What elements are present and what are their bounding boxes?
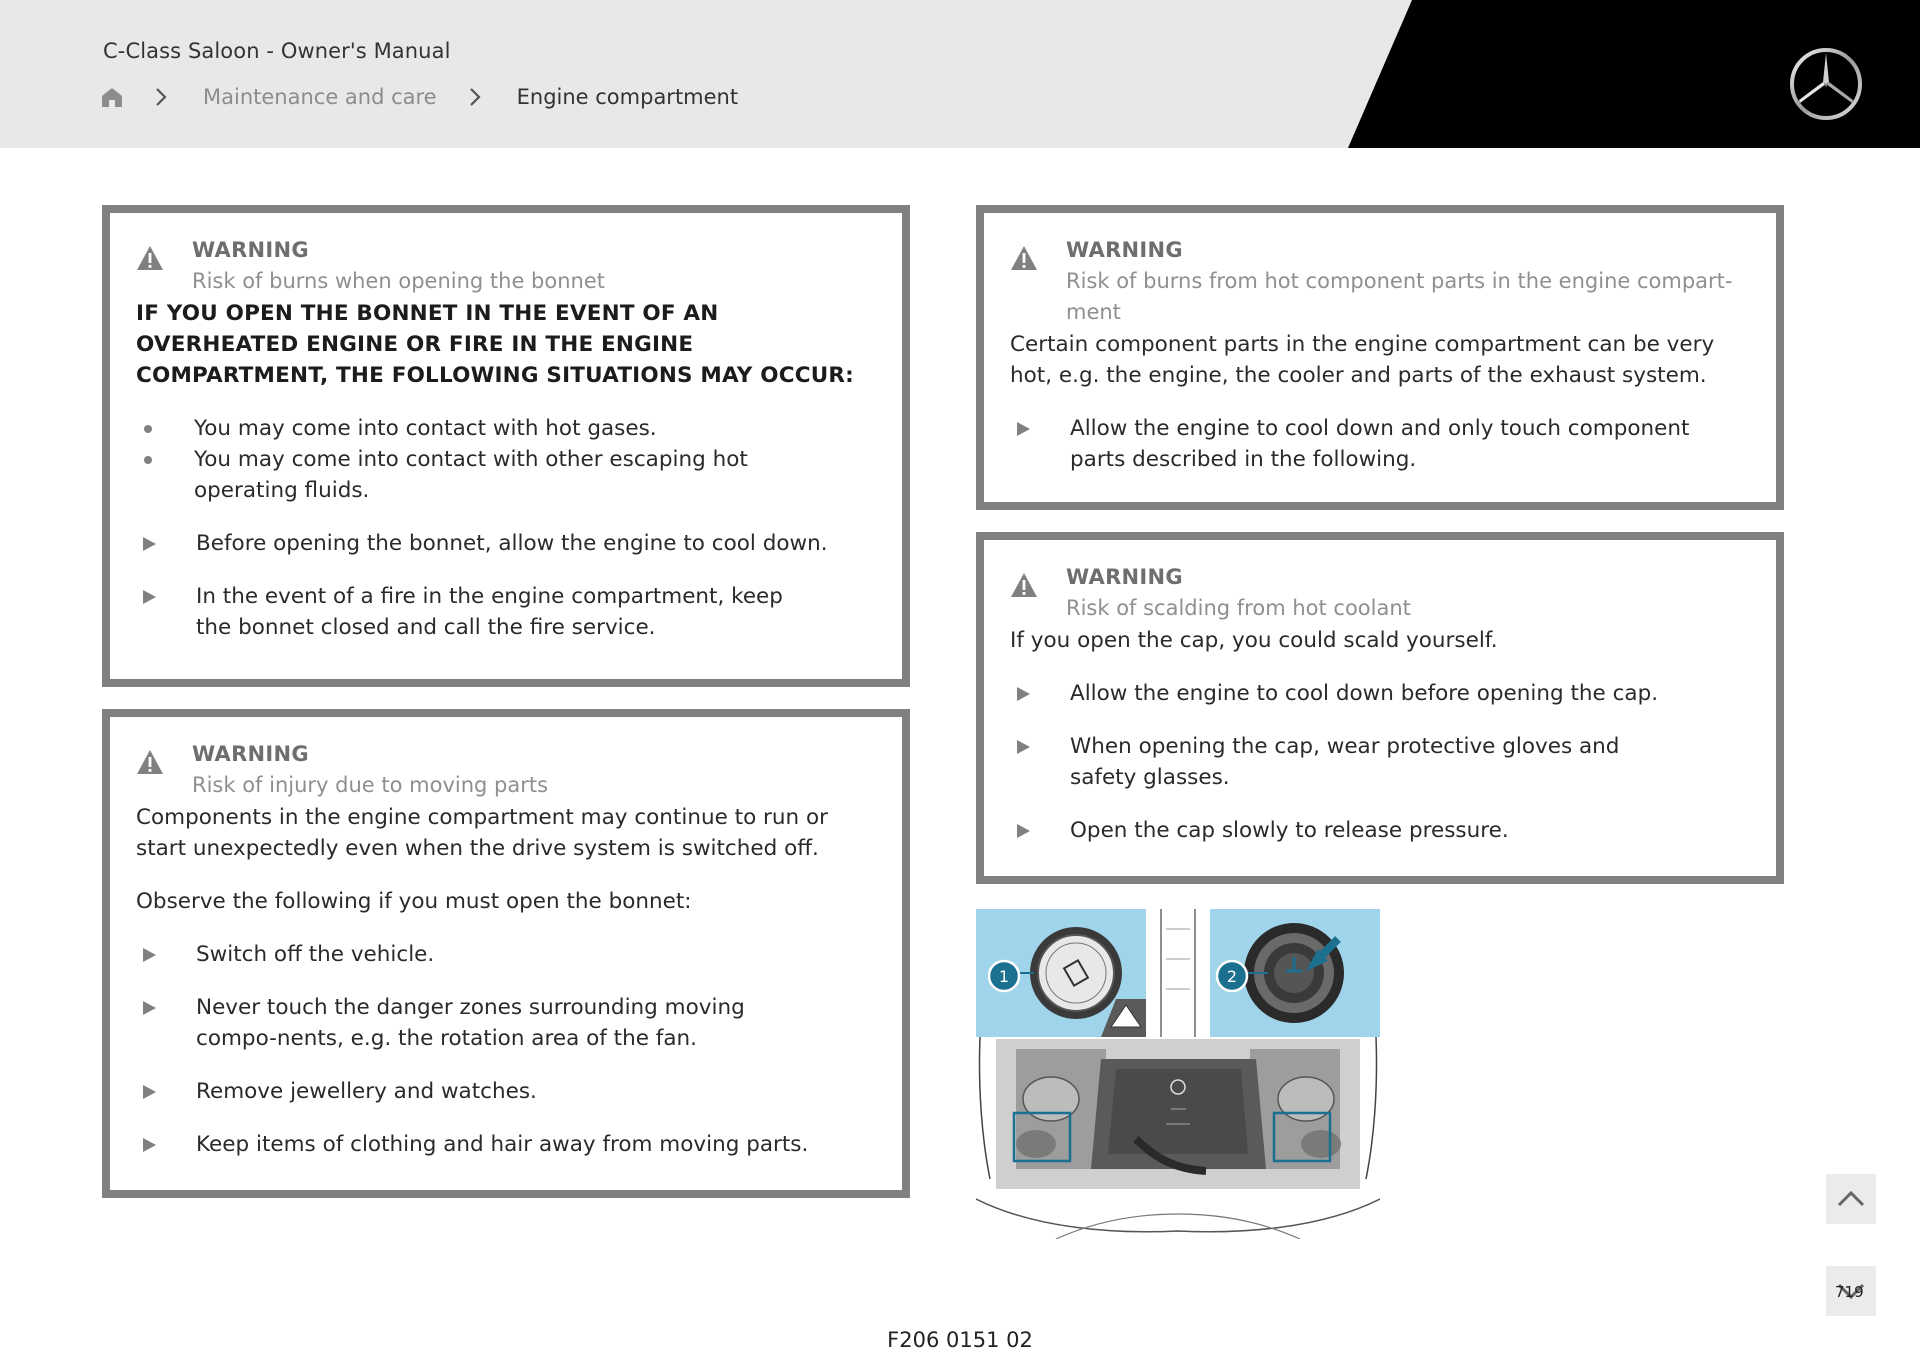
warning-text: If you open the cap, you could scald yourself.	[1010, 628, 1498, 653]
bullet-dot-icon	[144, 456, 152, 464]
warning-text: Certain component parts in the engine compartment can be very hot, e.g. the engine, the cooler and parts of the exhaust system.	[1010, 332, 1715, 388]
svg-text:2: 2	[1226, 967, 1238, 986]
breadcrumb-current: Engine compartment	[516, 85, 739, 109]
chevron-up-icon	[1826, 1174, 1876, 1224]
mercedes-star-logo	[1788, 46, 1864, 122]
step-item: Allow the engine to cool down and only touch component parts described in the following.	[1010, 413, 1748, 475]
warning-header	[1010, 235, 1748, 328]
warning-text: Components in the engine compartment may continue to run or start unexpectedly even when the drive system is switched off.	[136, 805, 828, 861]
warning-header	[136, 235, 874, 297]
bullet-item: You may come into contact with hot gases.	[136, 413, 874, 444]
step-item: In the event of a fire in the engine compartment, keep the bonnet closed and call the fire service.	[136, 581, 874, 643]
warning-box-hot-components	[976, 205, 1784, 510]
chevron-right-icon	[155, 87, 167, 107]
page-number: 719	[1835, 1283, 1864, 1301]
step-item: Keep items of clothing and hair away from moving parts.	[136, 1129, 874, 1160]
step-item: Allow the engine to cool down before opening the cap.	[1010, 678, 1748, 709]
triangle-right-icon	[1017, 422, 1030, 436]
triangle-right-icon	[143, 1138, 156, 1152]
step-item: Switch off the vehicle.	[136, 939, 874, 970]
document-title: C-Class Saloon - Owner's Manual	[103, 39, 451, 63]
warning-subtitle: Risk of injury due to moving parts	[192, 773, 549, 797]
breadcrumb-maintenance[interactable]: Maintenance and care	[203, 85, 437, 109]
callout-2	[1217, 961, 1247, 991]
triangle-right-icon	[143, 1001, 156, 1015]
warning-box-hot-coolant	[976, 532, 1784, 884]
footer-code: F206 0151 02	[887, 1328, 1033, 1352]
warning-box-moving-parts	[102, 709, 910, 1198]
header	[0, 0, 1920, 148]
triangle-right-icon	[143, 1085, 156, 1099]
warning-label: WARNING	[1066, 238, 1183, 262]
triangle-right-icon	[143, 948, 156, 962]
step-item: Open the cap slowly to release pressure.	[1010, 815, 1748, 846]
warning-label: WARNING	[1066, 565, 1183, 589]
svg-text:1: 1	[998, 967, 1010, 986]
engine-compartment-illustration	[976, 909, 1380, 1239]
warning-header	[1010, 562, 1748, 624]
warning-header	[136, 739, 874, 801]
scroll-up-button[interactable]	[1826, 1174, 1876, 1224]
warning-triangle-icon	[1010, 245, 1038, 271]
home-icon[interactable]	[101, 86, 123, 108]
triangle-right-icon	[1017, 824, 1030, 838]
bullet-dot-icon	[144, 425, 152, 433]
triangle-right-icon	[1017, 740, 1030, 754]
warning-caps-text: IF YOU OPEN THE BONNET IN THE EVENT OF AN OVERHEATED ENGINE OR FIRE IN THE ENGINE COMPARTMENT, THE FOLLOWING SITUATIONS MAY OCCUR:	[136, 301, 854, 388]
triangle-right-icon	[143, 537, 156, 551]
warning-subtitle: Risk of burns when opening the bonnet	[192, 269, 605, 293]
step-item: Remove jewellery and watches.	[136, 1076, 874, 1107]
warning-text-2: Observe the following if you must open the bonnet:	[136, 889, 692, 914]
step-item: Never touch the danger zones surrounding moving compo-nents, e.g. the rotation area of the fan.	[136, 992, 874, 1054]
warning-box-burns-bonnet	[102, 205, 910, 687]
triangle-right-icon	[1017, 687, 1030, 701]
triangle-right-icon	[143, 590, 156, 604]
header-black-panel	[0, 0, 1920, 148]
chevron-right-icon	[469, 87, 481, 107]
callout-1	[989, 961, 1019, 991]
bullet-item: You may come into contact with other escaping hot operating fluids.	[136, 444, 874, 506]
step-item: Before opening the bonnet, allow the engine to cool down.	[136, 528, 874, 559]
breadcrumb	[101, 82, 738, 112]
warning-subtitle: Risk of burns from hot component parts in the engine compart-ment	[1066, 269, 1733, 324]
step-item: When opening the cap, wear protective gloves and safety glasses.	[1010, 731, 1748, 793]
warning-triangle-icon	[136, 749, 164, 775]
warning-triangle-icon	[1010, 572, 1038, 598]
warning-label: WARNING	[192, 238, 309, 262]
warning-label: WARNING	[192, 742, 309, 766]
warning-subtitle: Risk of scalding from hot coolant	[1066, 596, 1411, 620]
warning-triangle-icon	[136, 245, 164, 271]
